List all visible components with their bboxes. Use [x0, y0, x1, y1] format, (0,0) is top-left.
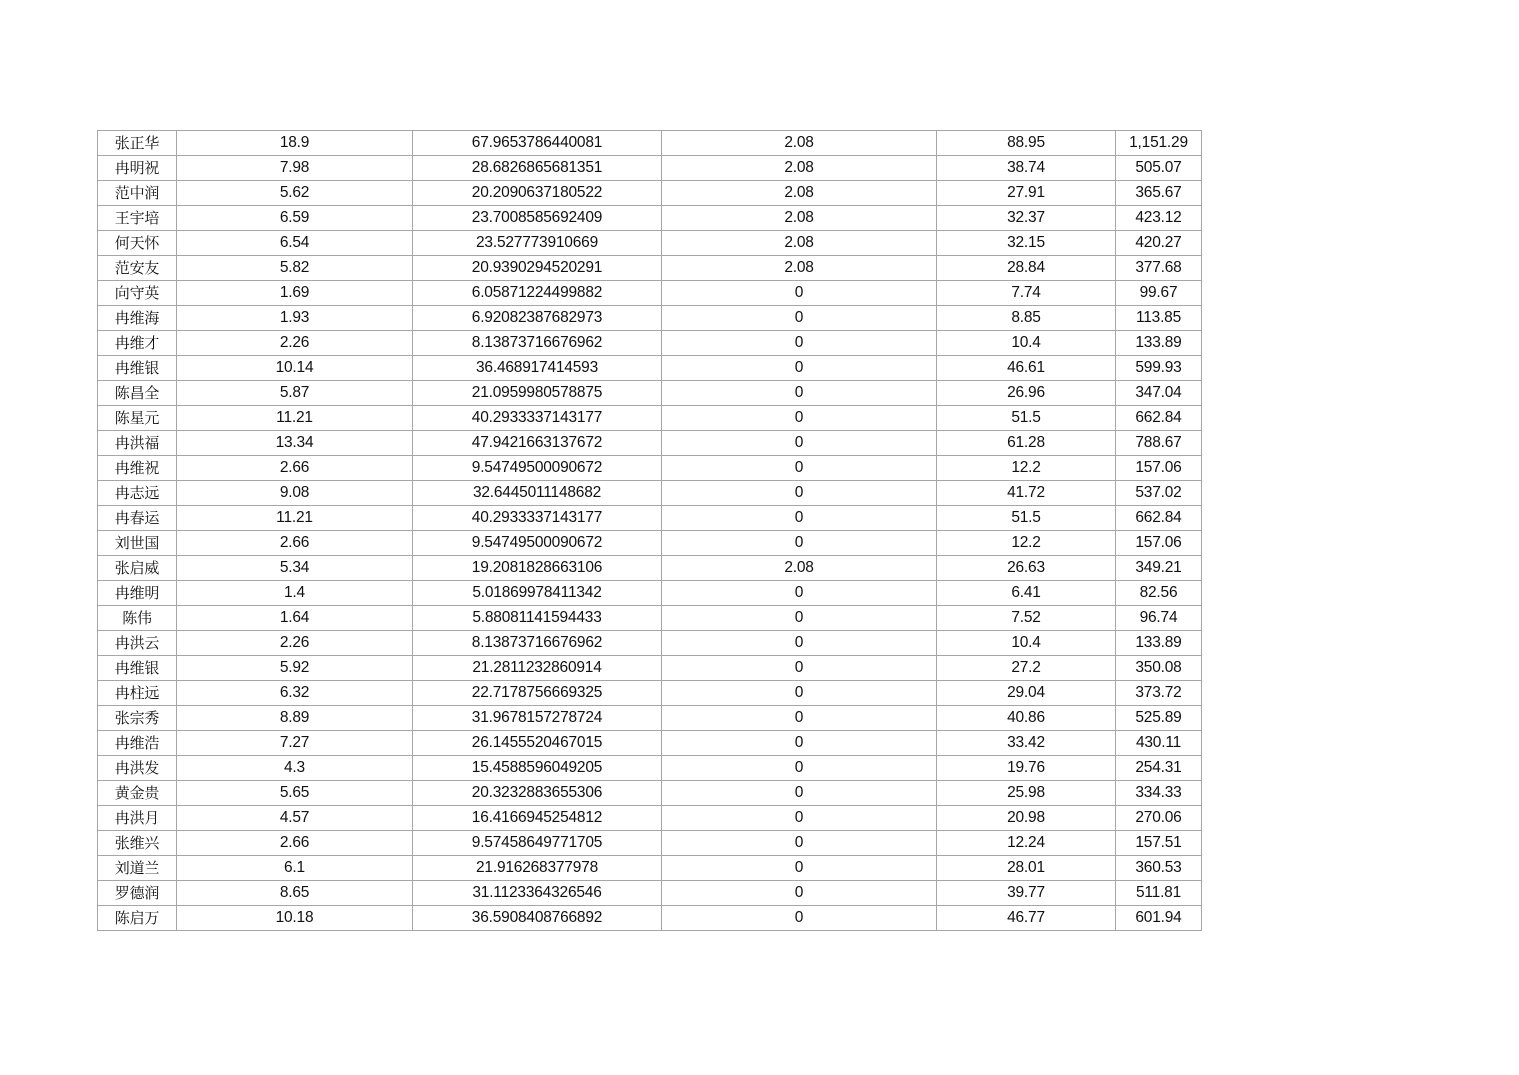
- value-cell-1: 18.9: [177, 131, 413, 156]
- table-row: [98, 906, 1202, 931]
- name-cell: 冉维祝: [98, 456, 177, 481]
- table-row: [98, 356, 1202, 381]
- name-cell: 冉维明: [98, 581, 177, 606]
- name-cell: 冉春运: [98, 506, 177, 531]
- value-cell-1: 6.1: [177, 856, 413, 881]
- table-row: [98, 331, 1202, 356]
- value-cell-5: 254.31: [1116, 756, 1202, 781]
- data-table: [97, 130, 1202, 931]
- value-cell-4: 27.2: [937, 656, 1116, 681]
- value-cell-5: 96.74: [1116, 606, 1202, 631]
- value-cell-4: 39.77: [937, 881, 1116, 906]
- value-cell-4: 19.76: [937, 756, 1116, 781]
- value-cell-5: 420.27: [1116, 231, 1202, 256]
- table-body: [98, 131, 1202, 931]
- value-cell-5: 505.07: [1116, 156, 1202, 181]
- value-cell-4: 12.2: [937, 531, 1116, 556]
- value-cell-3: 0: [662, 506, 937, 531]
- table-row: [98, 131, 1202, 156]
- value-cell-3: 2.08: [662, 256, 937, 281]
- name-cell: 冉志远: [98, 481, 177, 506]
- value-cell-3: 0: [662, 706, 937, 731]
- name-cell: 刘世国: [98, 531, 177, 556]
- value-cell-5: 133.89: [1116, 331, 1202, 356]
- value-cell-2: 6.05871224499882: [413, 281, 662, 306]
- value-cell-1: 7.27: [177, 731, 413, 756]
- name-cell: 黄金贵: [98, 781, 177, 806]
- value-cell-3: 0: [662, 831, 937, 856]
- value-cell-4: 27.91: [937, 181, 1116, 206]
- value-cell-5: 662.84: [1116, 506, 1202, 531]
- value-cell-3: 0: [662, 606, 937, 631]
- value-cell-5: 360.53: [1116, 856, 1202, 881]
- table-row: [98, 231, 1202, 256]
- value-cell-2: 28.6826865681351: [413, 156, 662, 181]
- value-cell-2: 21.2811232860914: [413, 656, 662, 681]
- table-row: [98, 656, 1202, 681]
- value-cell-1: 1.69: [177, 281, 413, 306]
- value-cell-2: 21.0959980578875: [413, 381, 662, 406]
- value-cell-3: 2.08: [662, 231, 937, 256]
- value-cell-5: 662.84: [1116, 406, 1202, 431]
- value-cell-3: 0: [662, 856, 937, 881]
- table-row: [98, 806, 1202, 831]
- value-cell-4: 7.52: [937, 606, 1116, 631]
- value-cell-2: 5.01869978411342: [413, 581, 662, 606]
- value-cell-3: 2.08: [662, 156, 937, 181]
- value-cell-5: 511.81: [1116, 881, 1202, 906]
- name-cell: 冉柱远: [98, 681, 177, 706]
- value-cell-3: 0: [662, 806, 937, 831]
- value-cell-5: 270.06: [1116, 806, 1202, 831]
- value-cell-1: 10.18: [177, 906, 413, 931]
- value-cell-3: 0: [662, 906, 937, 931]
- value-cell-5: 133.89: [1116, 631, 1202, 656]
- value-cell-5: 423.12: [1116, 206, 1202, 231]
- value-cell-2: 20.9390294520291: [413, 256, 662, 281]
- name-cell: 范安友: [98, 256, 177, 281]
- value-cell-3: 0: [662, 681, 937, 706]
- value-cell-2: 5.88081141594433: [413, 606, 662, 631]
- table-row: [98, 881, 1202, 906]
- value-cell-3: 2.08: [662, 181, 937, 206]
- table-row: [98, 556, 1202, 581]
- value-cell-2: 20.2090637180522: [413, 181, 662, 206]
- value-cell-3: 0: [662, 281, 937, 306]
- value-cell-4: 12.24: [937, 831, 1116, 856]
- value-cell-4: 20.98: [937, 806, 1116, 831]
- value-cell-1: 1.93: [177, 306, 413, 331]
- value-cell-5: 157.06: [1116, 531, 1202, 556]
- value-cell-2: 67.9653786440081: [413, 131, 662, 156]
- table-row: [98, 206, 1202, 231]
- value-cell-4: 61.28: [937, 431, 1116, 456]
- value-cell-2: 9.54749500090672: [413, 531, 662, 556]
- value-cell-4: 46.77: [937, 906, 1116, 931]
- value-cell-2: 19.2081828663106: [413, 556, 662, 581]
- value-cell-2: 47.9421663137672: [413, 431, 662, 456]
- value-cell-4: 28.84: [937, 256, 1116, 281]
- value-cell-2: 31.1123364326546: [413, 881, 662, 906]
- value-cell-1: 8.89: [177, 706, 413, 731]
- value-cell-2: 36.5908408766892: [413, 906, 662, 931]
- value-cell-1: 4.57: [177, 806, 413, 831]
- name-cell: 陈星元: [98, 406, 177, 431]
- value-cell-2: 40.2933337143177: [413, 506, 662, 531]
- value-cell-1: 2.66: [177, 456, 413, 481]
- value-cell-4: 32.37: [937, 206, 1116, 231]
- value-cell-1: 5.82: [177, 256, 413, 281]
- table-row: [98, 281, 1202, 306]
- value-cell-5: 525.89: [1116, 706, 1202, 731]
- value-cell-5: 601.94: [1116, 906, 1202, 931]
- value-cell-4: 7.74: [937, 281, 1116, 306]
- value-cell-2: 26.1455520467015: [413, 731, 662, 756]
- value-cell-1: 8.65: [177, 881, 413, 906]
- table-row: [98, 181, 1202, 206]
- value-cell-5: 788.67: [1116, 431, 1202, 456]
- table-row: [98, 781, 1202, 806]
- value-cell-3: 2.08: [662, 556, 937, 581]
- value-cell-1: 2.26: [177, 331, 413, 356]
- value-cell-2: 16.4166945254812: [413, 806, 662, 831]
- table-row: [98, 631, 1202, 656]
- table-row: [98, 856, 1202, 881]
- value-cell-4: 29.04: [937, 681, 1116, 706]
- value-cell-1: 11.21: [177, 506, 413, 531]
- value-cell-4: 51.5: [937, 406, 1116, 431]
- table-row: [98, 381, 1202, 406]
- value-cell-1: 6.54: [177, 231, 413, 256]
- value-cell-1: 7.98: [177, 156, 413, 181]
- table-row: [98, 581, 1202, 606]
- value-cell-1: 11.21: [177, 406, 413, 431]
- name-cell: 陈昌全: [98, 381, 177, 406]
- name-cell: 陈启万: [98, 906, 177, 931]
- value-cell-4: 25.98: [937, 781, 1116, 806]
- value-cell-5: 99.67: [1116, 281, 1202, 306]
- value-cell-1: 5.62: [177, 181, 413, 206]
- value-cell-5: 349.21: [1116, 556, 1202, 581]
- value-cell-1: 5.34: [177, 556, 413, 581]
- name-cell: 冉维才: [98, 331, 177, 356]
- value-cell-5: 157.51: [1116, 831, 1202, 856]
- value-cell-3: 0: [662, 431, 937, 456]
- value-cell-3: 0: [662, 381, 937, 406]
- table-row: [98, 681, 1202, 706]
- value-cell-3: 0: [662, 656, 937, 681]
- table-row: [98, 406, 1202, 431]
- value-cell-2: 21.916268377978: [413, 856, 662, 881]
- value-cell-5: 82.56: [1116, 581, 1202, 606]
- table-row: [98, 756, 1202, 781]
- value-cell-5: 157.06: [1116, 456, 1202, 481]
- name-cell: 冉明祝: [98, 156, 177, 181]
- table-row: [98, 731, 1202, 756]
- value-cell-1: 2.26: [177, 631, 413, 656]
- value-cell-4: 8.85: [937, 306, 1116, 331]
- name-cell: 冉维银: [98, 656, 177, 681]
- value-cell-4: 33.42: [937, 731, 1116, 756]
- value-cell-5: 1,151.29: [1116, 131, 1202, 156]
- value-cell-1: 6.32: [177, 681, 413, 706]
- value-cell-3: 0: [662, 406, 937, 431]
- name-cell: 冉洪发: [98, 756, 177, 781]
- name-cell: 冉洪云: [98, 631, 177, 656]
- value-cell-3: 0: [662, 781, 937, 806]
- name-cell: 张启威: [98, 556, 177, 581]
- value-cell-4: 10.4: [937, 331, 1116, 356]
- name-cell: 何天怀: [98, 231, 177, 256]
- table-row: [98, 306, 1202, 331]
- table-row: [98, 706, 1202, 731]
- value-cell-4: 88.95: [937, 131, 1116, 156]
- value-cell-3: 0: [662, 356, 937, 381]
- table-row: [98, 256, 1202, 281]
- value-cell-5: 599.93: [1116, 356, 1202, 381]
- value-cell-3: 0: [662, 581, 937, 606]
- value-cell-4: 28.01: [937, 856, 1116, 881]
- value-cell-1: 2.66: [177, 831, 413, 856]
- table-row: [98, 831, 1202, 856]
- value-cell-5: 113.85: [1116, 306, 1202, 331]
- value-cell-2: 23.7008585692409: [413, 206, 662, 231]
- value-cell-4: 10.4: [937, 631, 1116, 656]
- value-cell-3: 0: [662, 481, 937, 506]
- value-cell-1: 1.64: [177, 606, 413, 631]
- value-cell-2: 15.4588596049205: [413, 756, 662, 781]
- name-cell: 范中润: [98, 181, 177, 206]
- value-cell-2: 23.527773910669: [413, 231, 662, 256]
- value-cell-5: 350.08: [1116, 656, 1202, 681]
- value-cell-1: 10.14: [177, 356, 413, 381]
- value-cell-3: 0: [662, 331, 937, 356]
- value-cell-2: 8.13873716676962: [413, 331, 662, 356]
- value-cell-2: 32.6445011148682: [413, 481, 662, 506]
- value-cell-3: 0: [662, 531, 937, 556]
- value-cell-2: 9.57458649771705: [413, 831, 662, 856]
- value-cell-4: 40.86: [937, 706, 1116, 731]
- value-cell-3: 0: [662, 731, 937, 756]
- value-cell-4: 41.72: [937, 481, 1116, 506]
- value-cell-1: 4.3: [177, 756, 413, 781]
- value-cell-4: 12.2: [937, 456, 1116, 481]
- value-cell-3: 0: [662, 456, 937, 481]
- table-row: [98, 431, 1202, 456]
- name-cell: 冉维银: [98, 356, 177, 381]
- name-cell: 张宗秀: [98, 706, 177, 731]
- value-cell-4: 38.74: [937, 156, 1116, 181]
- value-cell-1: 2.66: [177, 531, 413, 556]
- value-cell-5: 347.04: [1116, 381, 1202, 406]
- name-cell: 罗德润: [98, 881, 177, 906]
- value-cell-4: 6.41: [937, 581, 1116, 606]
- value-cell-3: 2.08: [662, 206, 937, 231]
- name-cell: 陈伟: [98, 606, 177, 631]
- name-cell: 冉维海: [98, 306, 177, 331]
- value-cell-3: 0: [662, 881, 937, 906]
- value-cell-2: 40.2933337143177: [413, 406, 662, 431]
- value-cell-4: 32.15: [937, 231, 1116, 256]
- name-cell: 冉洪福: [98, 431, 177, 456]
- table-row: [98, 506, 1202, 531]
- value-cell-1: 5.92: [177, 656, 413, 681]
- value-cell-5: 377.68: [1116, 256, 1202, 281]
- value-cell-3: 2.08: [662, 131, 937, 156]
- table-row: [98, 156, 1202, 181]
- table-row: [98, 606, 1202, 631]
- value-cell-5: 373.72: [1116, 681, 1202, 706]
- value-cell-1: 9.08: [177, 481, 413, 506]
- value-cell-4: 46.61: [937, 356, 1116, 381]
- name-cell: 张正华: [98, 131, 177, 156]
- name-cell: 冉维浩: [98, 731, 177, 756]
- value-cell-3: 0: [662, 631, 937, 656]
- name-cell: 刘道兰: [98, 856, 177, 881]
- value-cell-3: 0: [662, 756, 937, 781]
- value-cell-1: 1.4: [177, 581, 413, 606]
- value-cell-2: 6.92082387682973: [413, 306, 662, 331]
- value-cell-2: 20.3232883655306: [413, 781, 662, 806]
- value-cell-5: 365.67: [1116, 181, 1202, 206]
- table-row: [98, 481, 1202, 506]
- value-cell-2: 8.13873716676962: [413, 631, 662, 656]
- value-cell-5: 334.33: [1116, 781, 1202, 806]
- value-cell-1: 5.87: [177, 381, 413, 406]
- name-cell: 冉洪月: [98, 806, 177, 831]
- value-cell-4: 26.63: [937, 556, 1116, 581]
- value-cell-2: 31.9678157278724: [413, 706, 662, 731]
- name-cell: 向守英: [98, 281, 177, 306]
- value-cell-1: 13.34: [177, 431, 413, 456]
- value-cell-5: 537.02: [1116, 481, 1202, 506]
- value-cell-1: 5.65: [177, 781, 413, 806]
- value-cell-5: 430.11: [1116, 731, 1202, 756]
- value-cell-4: 26.96: [937, 381, 1116, 406]
- table-row: [98, 456, 1202, 481]
- value-cell-2: 9.54749500090672: [413, 456, 662, 481]
- value-cell-3: 0: [662, 306, 937, 331]
- table-row: [98, 531, 1202, 556]
- value-cell-2: 22.7178756669325: [413, 681, 662, 706]
- name-cell: 王宇培: [98, 206, 177, 231]
- name-cell: 张维兴: [98, 831, 177, 856]
- value-cell-4: 51.5: [937, 506, 1116, 531]
- value-cell-1: 6.59: [177, 206, 413, 231]
- value-cell-2: 36.468917414593: [413, 356, 662, 381]
